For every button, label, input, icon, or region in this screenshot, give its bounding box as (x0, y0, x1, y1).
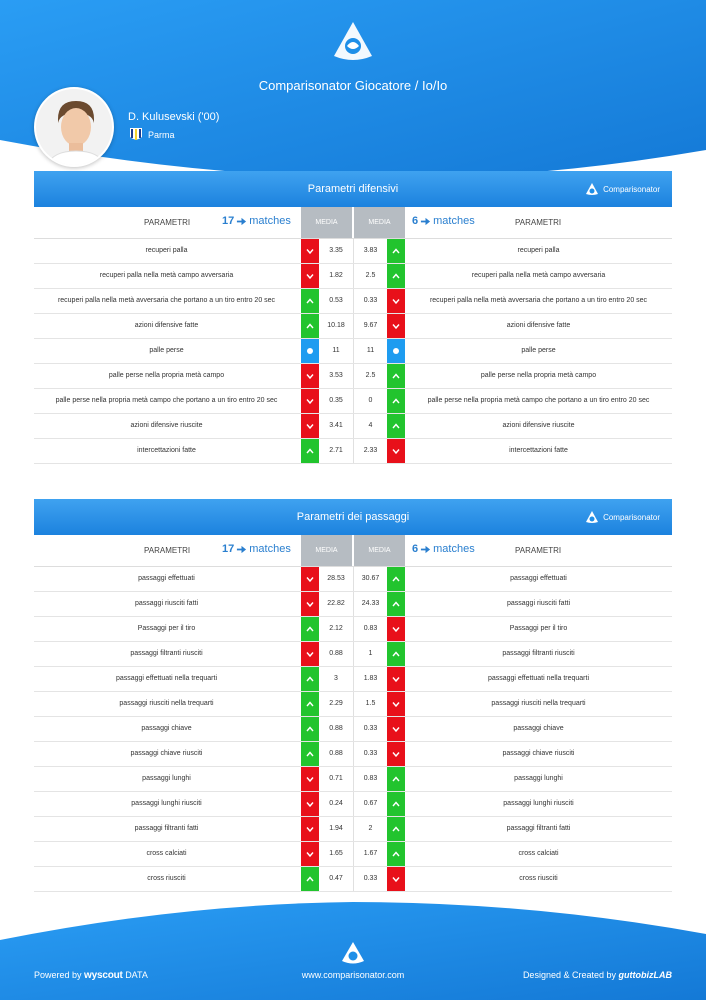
left-param-label: intercettazioni fatte (137, 447, 196, 454)
left-value: 0.35 (329, 397, 343, 404)
chevron-up-icon (392, 272, 400, 280)
left-media-header: MEDIA (301, 535, 352, 566)
left-value: 1.94 (329, 825, 343, 832)
right-status-indicator (387, 592, 405, 616)
right-value: 11 (366, 347, 375, 354)
powered-suffix: DATA (125, 970, 148, 980)
table-row (34, 592, 672, 617)
right-param-header: PARAMETRI (515, 546, 562, 555)
right-matches-label: matches (433, 543, 475, 555)
left-value: 0.24 (329, 800, 343, 807)
player-avatar (34, 87, 114, 167)
left-param-label: Passaggi per il tiro (137, 625, 196, 632)
right-status-indicator (387, 264, 405, 288)
chevron-down-icon (306, 397, 314, 405)
left-param-label: passaggi filtranti riusciti (130, 650, 203, 657)
chevron-down-icon (392, 447, 400, 455)
table-row (34, 289, 672, 314)
table-row (34, 617, 672, 642)
right-value: 0.33 (363, 725, 378, 732)
team-crest-icon (130, 128, 142, 142)
table-row (34, 414, 672, 439)
left-status-indicator (301, 239, 319, 263)
right-status-indicator (387, 792, 405, 816)
right-value: 0.67 (363, 800, 378, 807)
table-row (34, 742, 672, 767)
left-value: 2.12 (329, 625, 343, 632)
left-param-label: palle perse nella propria metà campo che portano a un tiro entro 20 sec (55, 397, 278, 404)
right-param-label: passaggi chiave riusciti (502, 750, 575, 757)
login-arrow-icon (420, 216, 431, 227)
section-header (34, 499, 672, 535)
left-param-label: passaggi chiave riusciti (130, 750, 203, 757)
right-status-indicator (387, 742, 405, 766)
left-param-label: palle perse (149, 347, 184, 354)
left-media-header: MEDIA (301, 207, 352, 238)
left-param-label: passaggi lunghi (142, 775, 191, 782)
chevron-down-icon (392, 297, 400, 305)
right-status-indicator (387, 339, 405, 363)
right-status-indicator (387, 767, 405, 791)
table-row (34, 767, 672, 792)
left-value: 3.41 (329, 422, 343, 429)
section-title: Parametri difensivi (307, 183, 399, 195)
table-row (34, 439, 672, 464)
powered-prefix: Powered by (34, 970, 82, 980)
chevron-up-icon (392, 850, 400, 858)
right-status-indicator (387, 567, 405, 591)
left-status-indicator (301, 567, 319, 591)
right-value: 30.67 (361, 575, 380, 582)
right-status-indicator (387, 642, 405, 666)
left-param-label: recuperi palla nella metà avversaria che portano a un tiro entro 20 sec (57, 297, 276, 304)
left-status-indicator (301, 842, 319, 866)
left-value: 1.65 (329, 850, 343, 857)
right-value: 24.33 (361, 600, 380, 607)
right-status-indicator (387, 414, 405, 438)
chevron-up-icon (392, 575, 400, 583)
left-param-label: passaggi riusciti fatti (134, 600, 199, 607)
section-passing (34, 499, 672, 892)
right-media-header: MEDIA (354, 535, 405, 566)
left-matches-label: matches (249, 215, 291, 227)
right-param-label: passaggi effettuati nella trequarti (487, 675, 590, 682)
left-value: 0.88 (329, 725, 343, 732)
right-status-indicator (387, 289, 405, 313)
left-value: 0.88 (329, 650, 343, 657)
table-row (34, 264, 672, 289)
brand-label: Comparisonator (603, 512, 660, 522)
comparisonator-icon (585, 182, 599, 196)
chevron-up-icon (392, 825, 400, 833)
left-value: 0.88 (329, 750, 343, 757)
right-status-indicator (387, 617, 405, 641)
chevron-down-icon (392, 322, 400, 330)
left-value: 0.47 (329, 875, 343, 882)
table-row (34, 239, 672, 264)
chevron-down-icon (306, 575, 314, 583)
chevron-down-icon (306, 775, 314, 783)
left-status-indicator (301, 717, 319, 741)
section-brand (585, 182, 660, 196)
left-value: 2.71 (329, 447, 343, 454)
right-param-label: passaggi lunghi (514, 775, 563, 782)
left-param-label: palle perse nella propria metà campo (108, 372, 225, 379)
right-value: 0.33 (363, 875, 378, 882)
left-value: 0.71 (329, 775, 343, 782)
chevron-down-icon (392, 750, 400, 758)
left-param-label: azioni difensive riuscite (130, 422, 203, 429)
stat-rows (34, 239, 672, 464)
right-param-label: passaggi riusciti fatti (506, 600, 571, 607)
table-row (34, 339, 672, 364)
player-name: D. Kulusevski ('00) (128, 111, 220, 123)
table-row (34, 842, 672, 867)
chevron-down-icon (392, 625, 400, 633)
right-param-label: passaggi chiave (513, 725, 564, 732)
chevron-up-icon (392, 397, 400, 405)
left-status-indicator (301, 867, 319, 891)
chevron-up-icon (306, 875, 314, 883)
left-value: 3 (334, 675, 338, 682)
right-param-header: PARAMETRI (515, 218, 562, 227)
left-value: 11 (332, 347, 340, 354)
designed-prefix: Designed & Created by (522, 970, 616, 980)
right-value: 2.33 (363, 447, 378, 454)
table-row (34, 717, 672, 742)
right-status-indicator (387, 867, 405, 891)
right-matches-count: 6 (412, 215, 419, 227)
chevron-down-icon (392, 675, 400, 683)
right-param-label: passaggi filtranti fatti (506, 825, 571, 832)
powered-brand: wyscout (84, 970, 123, 981)
right-value: 2.5 (365, 372, 376, 379)
right-status-indicator (387, 314, 405, 338)
right-param-label: azioni difensive riuscite (502, 422, 575, 429)
left-status-indicator (301, 667, 319, 691)
chevron-up-icon (306, 297, 314, 305)
brand-label: Comparisonator (603, 184, 660, 194)
right-value: 1 (368, 650, 373, 657)
team-info (130, 128, 175, 142)
table-row (34, 642, 672, 667)
column-headers (34, 207, 672, 239)
designed-by (523, 970, 672, 980)
right-param-label: palle perse nella propria metà campo che portano a un tiro entro 20 sec (427, 397, 650, 404)
right-matches (412, 543, 475, 555)
chevron-up-icon (306, 322, 314, 330)
chevron-up-icon (392, 422, 400, 430)
left-status-indicator (301, 742, 319, 766)
chevron-down-icon (306, 272, 314, 280)
left-status-indicator (301, 439, 319, 463)
right-value: 3.83 (363, 247, 378, 254)
section-title: Parametri dei passaggi (296, 511, 410, 523)
right-matches-label: matches (433, 215, 475, 227)
dot-icon (306, 347, 314, 355)
left-param-label: recuperi palla nella metà campo avversaria (99, 272, 234, 279)
left-value: 10.18 (327, 322, 345, 329)
right-value: 0.83 (363, 625, 378, 632)
right-status-indicator (387, 692, 405, 716)
chevron-down-icon (306, 372, 314, 380)
left-status-indicator (301, 592, 319, 616)
left-param-header: PARAMETRI (144, 546, 191, 555)
login-arrow-icon (236, 544, 247, 555)
chevron-down-icon (306, 825, 314, 833)
chevron-down-icon (306, 850, 314, 858)
chevron-up-icon (306, 750, 314, 758)
login-arrow-icon (420, 544, 431, 555)
left-matches-count: 17 (222, 543, 235, 555)
chevron-down-icon (306, 650, 314, 658)
right-param-label: recuperi palla nella metà avversaria che portano a un tiro entro 20 sec (429, 297, 648, 304)
dot-icon (392, 347, 400, 355)
chevron-up-icon (306, 725, 314, 733)
chevron-up-icon (306, 447, 314, 455)
right-value: 0.83 (363, 775, 378, 782)
left-status-indicator (301, 642, 319, 666)
left-value: 0.53 (329, 297, 343, 304)
left-param-label: passaggi effettuati nella trequarti (115, 675, 218, 682)
stat-rows (34, 567, 672, 892)
left-param-label: passaggi chiave (141, 725, 192, 732)
chevron-up-icon (392, 247, 400, 255)
right-matches-count: 6 (412, 543, 419, 555)
left-status-indicator (301, 617, 319, 641)
app-title: Comparisonator Giocatore / Io/Io (258, 78, 448, 93)
table-row (34, 667, 672, 692)
left-param-label: passaggi lunghi riusciti (131, 800, 202, 807)
left-param-label: azioni difensive fatte (134, 322, 199, 329)
table-row (34, 792, 672, 817)
left-status-indicator (301, 817, 319, 841)
login-arrow-icon (236, 216, 247, 227)
chevron-up-icon (392, 800, 400, 808)
right-value: 0 (368, 397, 373, 404)
table-row (34, 692, 672, 717)
right-param-label: cross calciati (518, 850, 559, 857)
left-param-header: PARAMETRI (144, 218, 191, 227)
right-status-indicator (387, 364, 405, 388)
left-param-label: passaggi effettuati (138, 575, 195, 582)
section-header (34, 171, 672, 207)
right-param-label: intercettazioni fatte (509, 447, 568, 454)
left-status-indicator (301, 289, 319, 313)
right-value: 1.83 (363, 675, 378, 682)
table-row (34, 567, 672, 592)
chevron-up-icon (306, 675, 314, 683)
table-row (34, 817, 672, 842)
right-param-label: recuperi palla (517, 247, 560, 254)
designed-brand: guttobizLAB (618, 970, 672, 980)
right-value: 0.33 (363, 297, 378, 304)
left-value: 3.35 (329, 247, 343, 254)
chevron-up-icon (392, 650, 400, 658)
right-value: 2.5 (365, 272, 376, 279)
column-headers (34, 535, 672, 567)
right-value: 1.67 (363, 850, 378, 857)
chevron-down-icon (392, 875, 400, 883)
right-media-header: MEDIA (354, 207, 405, 238)
right-status-indicator (387, 817, 405, 841)
left-value: 22.82 (327, 600, 345, 607)
chevron-down-icon (306, 800, 314, 808)
table-row (34, 389, 672, 414)
right-matches (412, 215, 475, 227)
section-brand (585, 510, 660, 524)
comparisonator-icon (585, 510, 599, 524)
chevron-up-icon (306, 700, 314, 708)
right-param-label: passaggi riusciti nella trequarti (491, 700, 586, 707)
left-param-label: passaggi riusciti nella trequarti (119, 700, 214, 707)
left-value: 28.53 (327, 575, 345, 582)
right-status-indicator (387, 439, 405, 463)
right-value: 9.67 (363, 322, 378, 329)
right-param-label: Passaggi per il tiro (509, 625, 568, 632)
left-matches (222, 543, 291, 555)
right-status-indicator (387, 717, 405, 741)
left-param-label: recuperi palla (145, 247, 188, 254)
right-param-label: cross riusciti (519, 875, 558, 882)
left-param-label: cross riusciti (147, 875, 186, 882)
section-defensive (34, 171, 672, 464)
right-param-label: passaggi lunghi riusciti (503, 800, 574, 807)
chevron-up-icon (392, 775, 400, 783)
right-status-indicator (387, 842, 405, 866)
right-value: 4 (368, 422, 373, 429)
chevron-down-icon (392, 725, 400, 733)
right-status-indicator (387, 389, 405, 413)
right-param-label: recuperi palla nella metà campo avversaria (471, 272, 606, 279)
left-param-label: cross calciati (146, 850, 187, 857)
chevron-up-icon (392, 372, 400, 380)
table-row (34, 867, 672, 892)
chevron-up-icon (306, 625, 314, 633)
left-status-indicator (301, 767, 319, 791)
right-value: 2 (368, 825, 373, 832)
right-param-label: passaggi effettuati (510, 575, 567, 582)
left-status-indicator (301, 414, 319, 438)
website-link[interactable]: www.comparisonator.com (301, 970, 405, 980)
chevron-down-icon (306, 422, 314, 430)
left-value: 1.82 (329, 272, 343, 279)
left-status-indicator (301, 692, 319, 716)
left-param-label: passaggi filtranti fatti (134, 825, 199, 832)
chevron-down-icon (306, 247, 314, 255)
table-row (34, 364, 672, 389)
left-status-indicator (301, 314, 319, 338)
left-value: 2.29 (329, 700, 343, 707)
right-param-label: palle perse (521, 347, 556, 354)
chevron-up-icon (392, 600, 400, 608)
right-status-indicator (387, 667, 405, 691)
right-param-label: passaggi filtranti riusciti (502, 650, 575, 657)
left-status-indicator (301, 792, 319, 816)
left-value: 3.53 (329, 372, 343, 379)
chevron-down-icon (306, 600, 314, 608)
right-value: 1.5 (365, 700, 376, 707)
comparisonator-logo (331, 20, 375, 64)
left-matches-count: 17 (222, 215, 235, 227)
right-param-label: azioni difensive fatte (506, 322, 571, 329)
comparisonator-footer-logo (341, 941, 365, 965)
left-status-indicator (301, 339, 319, 363)
left-matches-label: matches (249, 543, 291, 555)
left-matches (222, 215, 291, 227)
left-status-indicator (301, 389, 319, 413)
left-status-indicator (301, 364, 319, 388)
chevron-down-icon (392, 700, 400, 708)
right-value: 0.33 (363, 750, 378, 757)
team-name: Parma (148, 130, 175, 140)
table-row (34, 314, 672, 339)
right-status-indicator (387, 239, 405, 263)
right-param-label: palle perse nella propria metà campo (480, 372, 597, 379)
left-status-indicator (301, 264, 319, 288)
